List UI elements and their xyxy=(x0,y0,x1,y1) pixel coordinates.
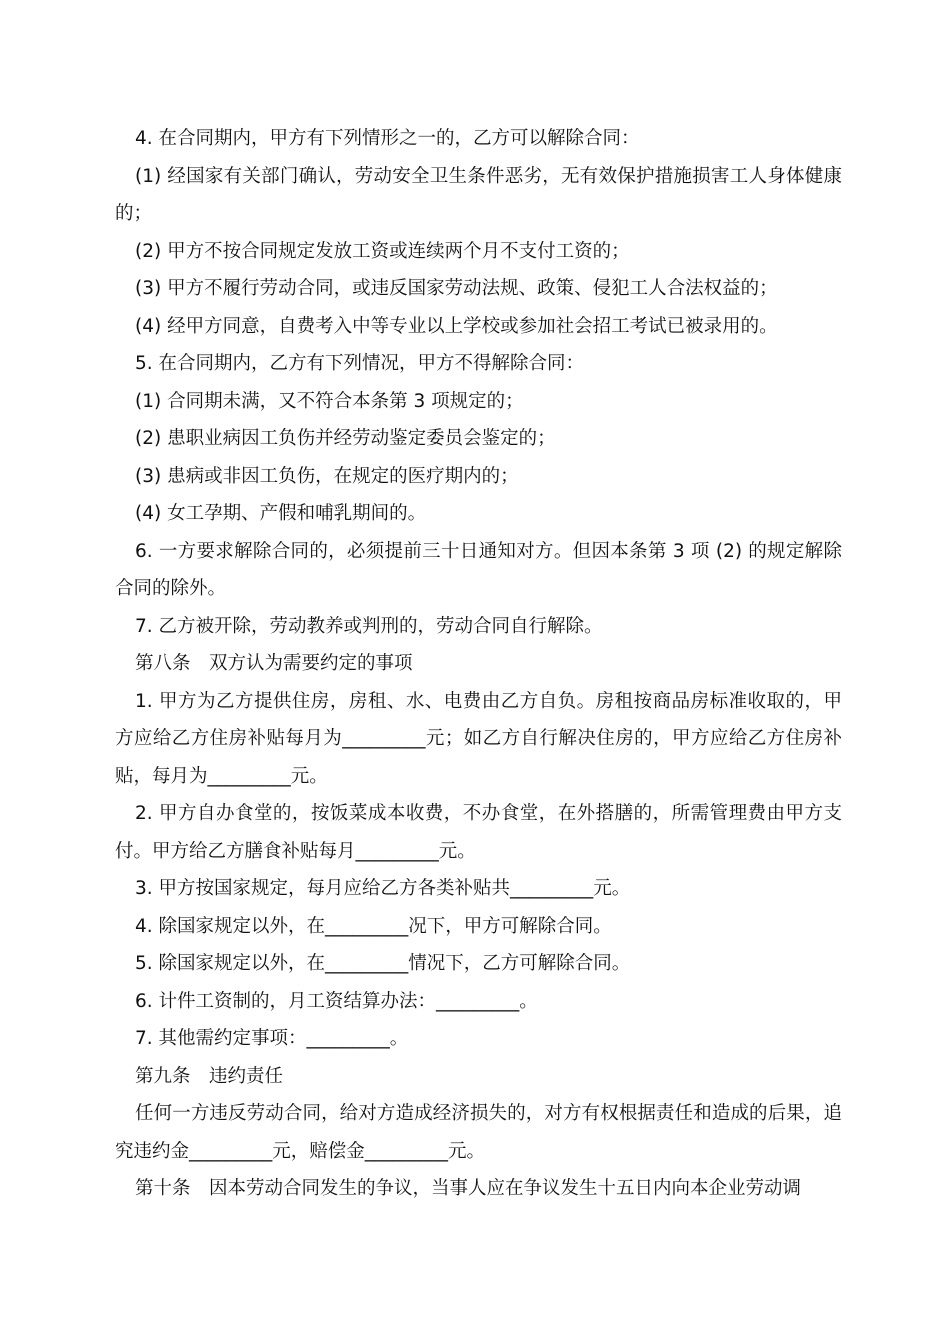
clause-5-item-4: (4) 女工孕期、产假和哺乳期间的。 xyxy=(135,503,427,524)
article-8-item-3: 3. 甲方按国家规定，每月应给乙方各类补贴共_________元。 xyxy=(135,878,631,899)
clause-6: 6. 一方要求解除合同的，必须提前三十日通知对方。但因本条第 3 项 (2) 的规定解除合同的除外。 xyxy=(115,540,842,599)
article-8-title: 第八条 双方认为需要约定的事项 xyxy=(135,653,413,674)
clause-5-item-3: (3) 患病或非因工负伤，在规定的医疗期内的； xyxy=(135,465,519,487)
clause-4-item-1: (1) 经国家有关部门确认，劳动安全卫生条件恶劣，无有效保护措施损害工人身体健康的； xyxy=(115,165,842,224)
article-8-item-2: 2. 甲方自办食堂的，按饭菜成本收费，不办食堂，在外搭膳的，所需管理费由甲方支付。甲方给乙方膳食补贴每月_________元。 xyxy=(115,803,842,862)
clause-4-heading: 4. 在合同期内，甲方有下列情形之一的，乙方可以解除合同： xyxy=(135,128,640,149)
article-10-body: 第十条 因本劳动合同发生的争议，当事人应在争议发生十五日内向本企业劳动调 xyxy=(135,1178,802,1199)
clause-5-heading: 5. 在合同期内，乙方有下列情况，甲方不得解除合同： xyxy=(135,353,585,374)
contract-body xyxy=(115,120,842,1208)
article-8-item-6: 6. 计件工资制的，月工资结算办法：_________。 xyxy=(135,990,538,1012)
article-8-item-5: 5. 除国家规定以外，在_________情况下，乙方可解除合同。 xyxy=(135,953,631,974)
article-9-body: 任何一方违反劳动合同，给对方造成经济损失的，对方有权根据责任和造成的后果，追究违约金_________元，赔偿金_________元。 xyxy=(115,1103,842,1162)
article-9-title: 第九条 违约责任 xyxy=(135,1065,284,1087)
clause-5-item-2: (2) 患职业病因工负伤并经劳动鉴定委员会鉴定的； xyxy=(135,428,556,449)
clause-4-item-2: (2) 甲方不按合同规定发放工资或连续两个月不支付工资的； xyxy=(135,240,630,262)
clause-5-item-1: (1) 合同期未满，又不符合本条第 3 项规定的； xyxy=(135,390,524,412)
article-8-item-1: 1. 甲方为乙方提供住房，房租、水、电费由乙方自负。房租按商品房标准收取的，甲方应给乙方住房补贴每月为_________元；如乙方自行解决住房的，甲方应给乙方住房补贴，每月为_________元。 xyxy=(115,690,842,787)
clause-7: 7. 乙方被开除，劳动教养或判刑的，劳动合同自行解除。 xyxy=(135,615,603,637)
clause-4-item-4: (4) 经甲方同意，自费考入中等专业以上学校或参加社会招工考试已被录用的。 xyxy=(135,315,778,337)
clause-4-item-3: (3) 甲方不履行劳动合同，或违反国家劳动法规、政策、侵犯工人合法权益的； xyxy=(135,278,778,299)
article-8-item-7: 7. 其他需约定事项：_________。 xyxy=(135,1028,409,1049)
article-8-item-4: 4. 除国家规定以外，在_________况下，甲方可解除合同。 xyxy=(135,915,612,937)
